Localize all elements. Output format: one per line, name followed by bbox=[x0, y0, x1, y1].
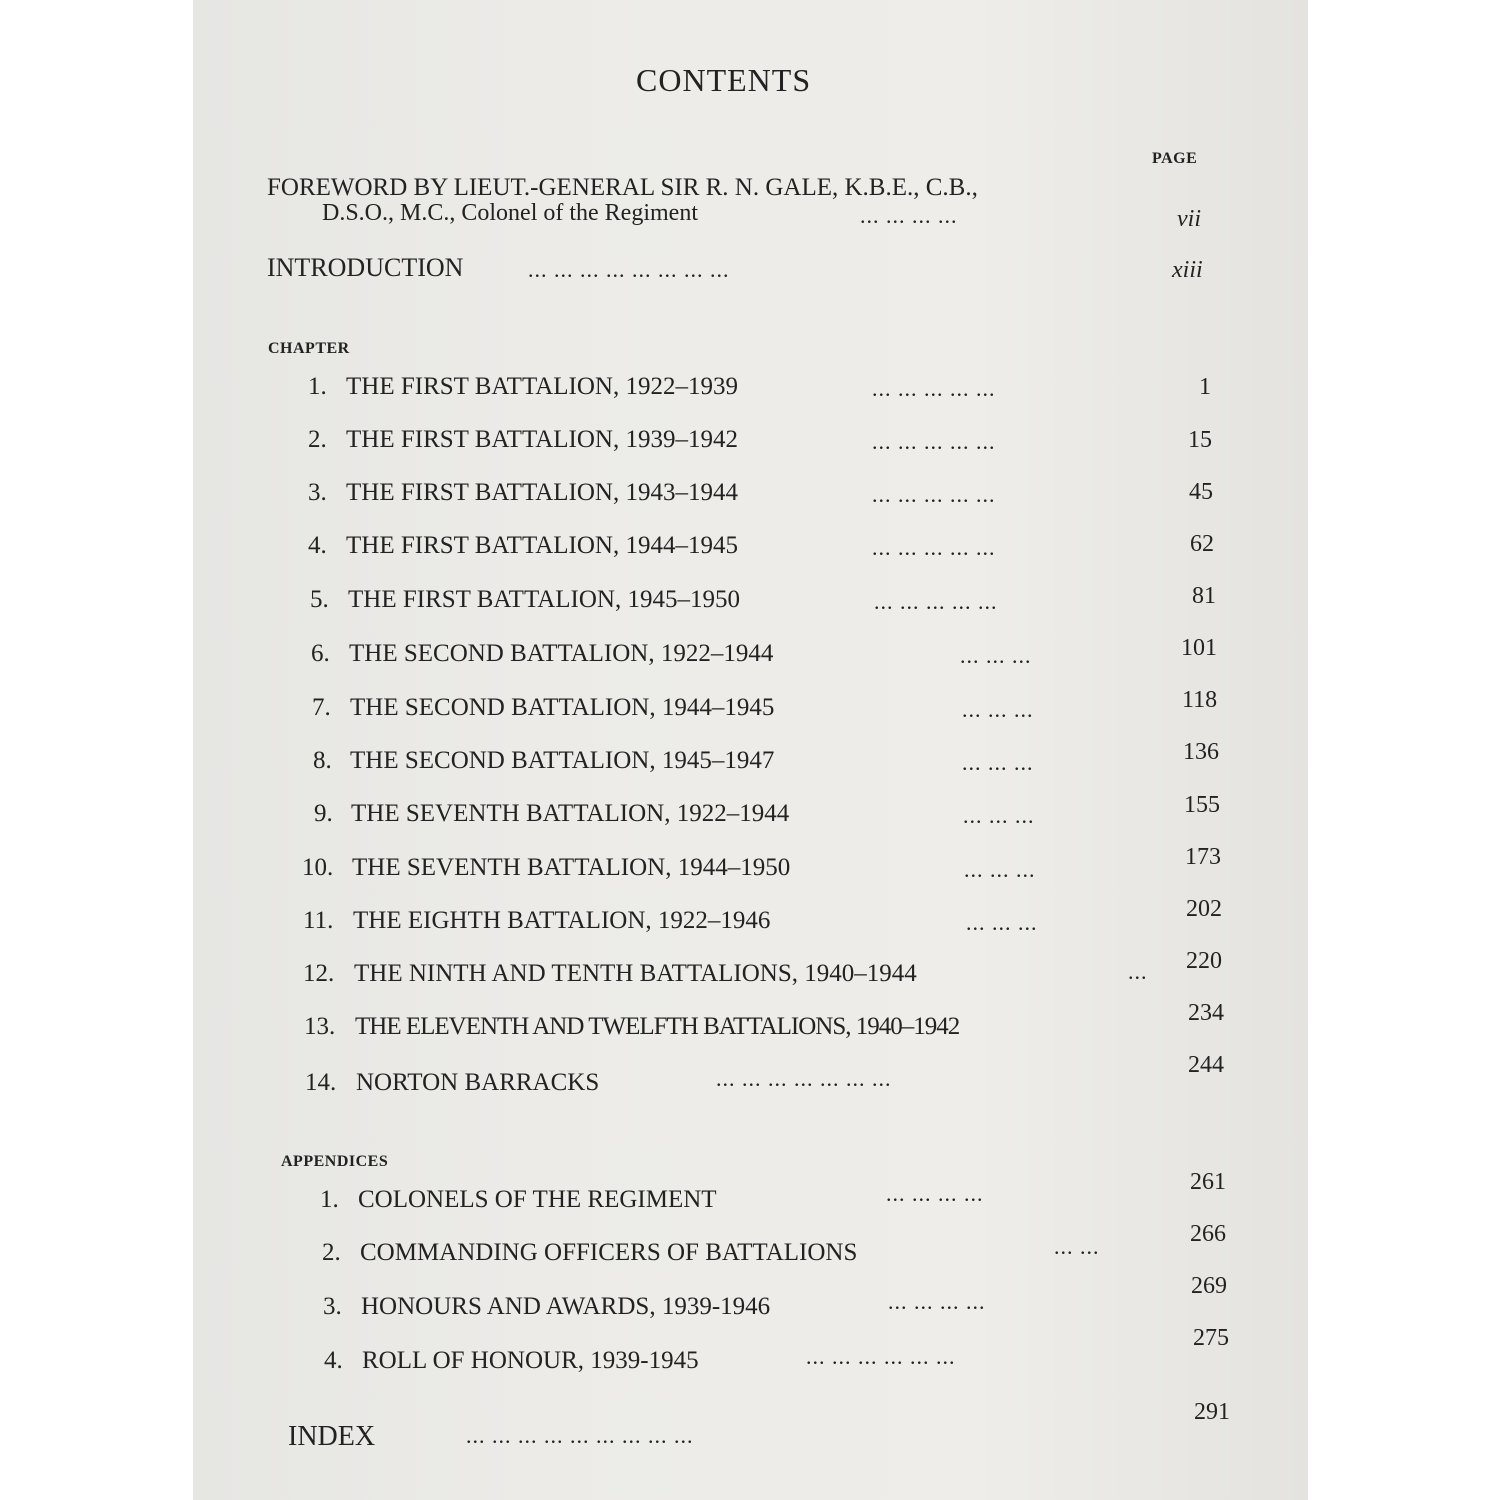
chapter-8-title: THE SECOND BATTALION, 1945–1947 bbox=[350, 747, 775, 774]
chapter-6-page: 101 bbox=[1181, 635, 1217, 661]
appendix-2-page: 266 bbox=[1190, 1221, 1226, 1247]
chapter-2-leader-dots: ... ... ... ... ... bbox=[872, 429, 996, 454]
introduction-page-number: xiii bbox=[1172, 257, 1203, 283]
chapter-9-number: 9. bbox=[314, 800, 333, 827]
appendix-4-title: ROLL OF HONOUR, 1939-1945 bbox=[362, 1347, 699, 1374]
appendix-3-title: HONOURS AND AWARDS, 1939-1946 bbox=[361, 1293, 771, 1320]
chapter-13-title: THE ELEVENTH AND TWELFTH BATTALIONS, 1940–1942 bbox=[355, 1013, 960, 1040]
chapter-10-title: THE SEVENTH BATTALION, 1944–1950 bbox=[352, 854, 791, 881]
chapter-8-number: 8. bbox=[313, 747, 332, 774]
page-title: CONTENTS bbox=[636, 62, 812, 98]
appendix-1-leader-dots: ... ... ... ... bbox=[886, 1181, 984, 1206]
chapter-9-title: THE SEVENTH BATTALION, 1922–1944 bbox=[351, 800, 790, 827]
chapter-5-number: 5. bbox=[310, 586, 329, 613]
chapter-11-title: THE EIGHTH BATTALION, 1922–1946 bbox=[353, 907, 771, 934]
chapter-12-title: THE NINTH AND TENTH BATTALIONS, 1940–1944 bbox=[354, 960, 917, 987]
chapter-13-page: 234 bbox=[1188, 1000, 1224, 1026]
chapter-2-number: 2. bbox=[308, 426, 327, 453]
chapter-7-number: 7. bbox=[312, 694, 331, 721]
chapter-3-page: 45 bbox=[1189, 479, 1213, 505]
chapter-8-page: 136 bbox=[1183, 739, 1219, 765]
chapter-6-title: THE SECOND BATTALION, 1922–1944 bbox=[349, 640, 774, 667]
appendix-1-number: 1. bbox=[320, 1186, 339, 1213]
chapter-4-title: THE FIRST BATTALION, 1944–1945 bbox=[346, 532, 738, 559]
chapter-5-title: THE FIRST BATTALION, 1945–1950 bbox=[348, 586, 740, 613]
appendix-4-leader-dots: ... ... ... ... ... ... bbox=[806, 1344, 956, 1369]
appendix-4-number: 4. bbox=[324, 1347, 343, 1374]
appendices-section-header: APPENDICES bbox=[281, 1153, 389, 1170]
chapter-4-number: 4. bbox=[308, 532, 327, 559]
chapter-5-page: 81 bbox=[1192, 583, 1216, 609]
foreword-line-1: FOREWORD BY LIEUT.-GENERAL SIR R. N. GALE, K.B.E., C.B., bbox=[267, 174, 978, 201]
appendix-2-number: 2. bbox=[322, 1239, 341, 1266]
chapter-2-page: 15 bbox=[1188, 427, 1212, 453]
appendix-3-leader-dots: ... ... ... ... bbox=[888, 1289, 986, 1314]
foreword-leader-dots: ... ... ... ... bbox=[860, 203, 958, 228]
chapter-10-leader-dots: ... ... ... bbox=[964, 857, 1036, 882]
chapter-12-leader-dots: ... bbox=[1128, 959, 1148, 984]
appendix-2-leader-dots: ... ... bbox=[1054, 1234, 1100, 1259]
chapter-section-header: CHAPTER bbox=[268, 340, 350, 357]
chapter-6-leader-dots: ... ... ... bbox=[960, 643, 1032, 668]
index-entry: INDEX bbox=[288, 1421, 376, 1452]
introduction-leader-dots: ... ... ... ... ... ... ... ... bbox=[528, 257, 730, 282]
appendix-1-title: COLONELS OF THE REGIMENT bbox=[358, 1186, 717, 1213]
chapter-1-leader-dots: ... ... ... ... ... bbox=[872, 376, 996, 401]
chapter-14-title: NORTON BARRACKS bbox=[356, 1069, 600, 1096]
chapter-4-leader-dots: ... ... ... ... ... bbox=[872, 535, 996, 560]
chapter-3-leader-dots: ... ... ... ... ... bbox=[872, 482, 996, 507]
chapter-10-number: 10. bbox=[302, 854, 334, 881]
chapter-4-page: 62 bbox=[1190, 531, 1214, 557]
appendix-4-page: 275 bbox=[1193, 1325, 1229, 1351]
index-leader-dots: ... ... ... ... ... ... ... ... ... bbox=[466, 1423, 694, 1448]
chapter-11-number: 11. bbox=[303, 907, 334, 934]
chapter-14-leader-dots: ... ... ... ... ... ... ... bbox=[716, 1066, 892, 1091]
chapter-9-leader-dots: ... ... ... bbox=[963, 803, 1035, 828]
appendix-1-page: 261 bbox=[1190, 1169, 1226, 1195]
foreword-page-number: vii bbox=[1177, 206, 1201, 232]
chapter-13-number: 13. bbox=[304, 1013, 336, 1040]
chapter-3-number: 3. bbox=[308, 479, 327, 506]
chapter-12-page: 220 bbox=[1186, 948, 1222, 974]
chapter-10-page: 173 bbox=[1185, 844, 1221, 870]
chapter-14-page: 244 bbox=[1188, 1052, 1224, 1078]
appendix-3-page: 269 bbox=[1191, 1273, 1227, 1299]
chapter-9-page: 155 bbox=[1184, 792, 1220, 818]
appendix-2-title: COMMANDING OFFICERS OF BATTALIONS bbox=[360, 1239, 858, 1266]
chapter-8-leader-dots: ... ... ... bbox=[962, 750, 1034, 775]
chapter-6-number: 6. bbox=[311, 640, 330, 667]
appendix-3-number: 3. bbox=[323, 1293, 342, 1320]
chapter-11-leader-dots: ... ... ... bbox=[966, 910, 1038, 935]
chapter-7-title: THE SECOND BATTALION, 1944–1945 bbox=[350, 694, 775, 721]
page-column-header: PAGE bbox=[1152, 150, 1198, 167]
chapter-5-leader-dots: ... ... ... ... ... bbox=[874, 589, 998, 614]
foreword-line-2: D.S.O., M.C., Colonel of the Regiment bbox=[322, 200, 698, 226]
chapter-14-number: 14. bbox=[305, 1069, 337, 1096]
introduction-entry: INTRODUCTION bbox=[267, 253, 464, 282]
chapter-2-title: THE FIRST BATTALION, 1939–1942 bbox=[346, 426, 738, 453]
chapter-7-leader-dots: ... ... ... bbox=[962, 697, 1034, 722]
index-page: 291 bbox=[1194, 1399, 1230, 1425]
chapter-1-page: 1 bbox=[1199, 374, 1211, 400]
chapter-3-title: THE FIRST BATTALION, 1943–1944 bbox=[346, 479, 738, 506]
chapter-1-number: 1. bbox=[308, 373, 327, 400]
chapter-1-title: THE FIRST BATTALION, 1922–1939 bbox=[346, 373, 738, 400]
chapter-7-page: 118 bbox=[1182, 687, 1218, 713]
chapter-12-number: 12. bbox=[303, 960, 335, 987]
chapter-11-page: 202 bbox=[1186, 896, 1222, 922]
